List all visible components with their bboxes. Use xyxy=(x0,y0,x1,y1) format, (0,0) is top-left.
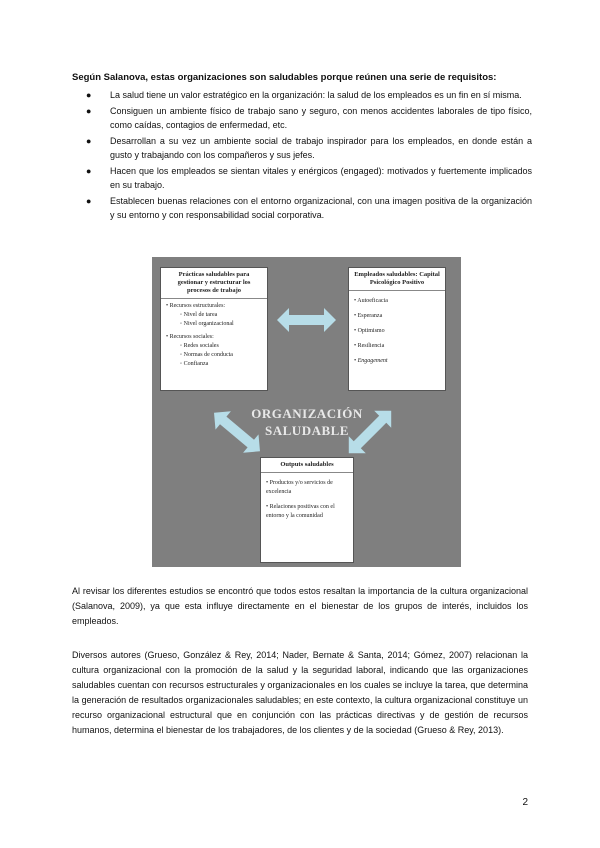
intro-heading: Según Salanova, estas organizaciones son saludables porque reúnen una serie de requisitos: xyxy=(72,72,497,83)
bullet-icon: ● xyxy=(86,196,92,206)
employees-item: • Engagement xyxy=(354,358,388,364)
employees-item: • Resiliencia xyxy=(354,343,385,349)
employees-title: Empleados saludables: Capital Psicológico Positivo xyxy=(349,268,445,291)
list-item-text: La salud tiene un valor estratégico en la organización: la salud de los empleados es un fin en sí misma. xyxy=(110,90,522,100)
list-item xyxy=(72,88,532,102)
list-item-text: Hacen que los empleados se sientan vitales y enérgicos (engaged): motivados y fuertemente implicados en su trabajo. xyxy=(110,166,532,190)
list-item xyxy=(72,134,532,162)
bullet-icon: ● xyxy=(86,166,92,176)
healthy-organization-diagram xyxy=(152,257,461,567)
list-item-text: Desarrollan a su vez un ambiente social de trabajo inspirador para los empleados, en donde están a gusto y trabajando con los compañeros y sus jefes. xyxy=(110,136,532,160)
paragraph: Diversos autores (Grueso, González & Rey, 2014; Nader, Bernate & Santa, 2014; Gómez, 2007) relacionan la cultura organizacional con la promoción de la salud y la seguridad laboral, indicando que las organizaciones saludables cuentan con recursos estructurales y organizacionales en los cuales se incluye la tarea, que determina la generación de resultados organizacionales saludables; en este contexto, la cultura organizacional constituye un recurso organizacional estructural que en conjunción con las prácticas directivas y de gestión de recursos humanos, determina el bienestar de los trabajadores, de los clientes y de la sociedad (Grueso & Rey, 2013). xyxy=(72,650,528,735)
outputs-item: • Relaciones positivas con el entorno y la comunidad xyxy=(266,504,335,519)
practices-item: ◦ Redes sociales xyxy=(180,343,219,349)
bullet-icon: ● xyxy=(86,90,92,100)
practices-item: ◦ Nivel organizacional xyxy=(180,321,234,327)
practices-title: Prácticas saludables para gestionar y estructurar los procesos de trabajo xyxy=(161,268,267,299)
outputs-item: • Productos y/o servicios de excelencia xyxy=(266,480,333,495)
paragraph: Al revisar los diferentes estudios se encontró que todos estos resaltan la importancia de la cultura organizacional (Salanova, 2009), ya que esta influye directamente en el bienestar de los grupos de interés, incluidos los empleados. xyxy=(72,586,528,626)
double-arrow-icon xyxy=(277,308,336,332)
bullet-icon: ● xyxy=(86,106,92,116)
requirements-list xyxy=(72,88,532,224)
page-number: 2 xyxy=(522,797,528,808)
practices-item: ◦ Nivel de tarea xyxy=(180,312,218,318)
practices-item: • Recursos sociales: xyxy=(166,334,214,340)
center-title-line: SALUDABLE xyxy=(265,423,349,438)
list-item-text: Establecen buenas relaciones con el entorno organizacional, con una imagen positiva de la organización y su entorno y con responsabilidad social corporativa. xyxy=(110,196,532,220)
employees-item: • Esperanza xyxy=(354,313,383,319)
list-item xyxy=(72,164,532,192)
employees-item: • Optimismo xyxy=(354,328,385,334)
practices-item: • Recursos estructurales: xyxy=(166,303,226,309)
employees-item: • Autoeficacia xyxy=(354,298,388,304)
center-title xyxy=(232,405,382,439)
list-item xyxy=(72,194,532,222)
outputs-box xyxy=(260,457,354,563)
employees-box xyxy=(348,267,446,391)
bullet-icon: ● xyxy=(86,136,92,146)
list-item xyxy=(72,104,532,132)
practices-box xyxy=(160,267,268,391)
list-item-text: Consiguen un ambiente físico de trabajo sano y seguro, con menos accidentes laborales de tipo físico, como caídas, contagios de enfermedad, etc. xyxy=(110,106,532,130)
center-title-line: ORGANIZACIÓN xyxy=(251,406,363,421)
practices-item: ◦ Normas de conducta xyxy=(180,352,233,358)
practices-item: ◦ Confianza xyxy=(180,361,209,367)
outputs-title: Outputs saludables xyxy=(261,458,353,473)
